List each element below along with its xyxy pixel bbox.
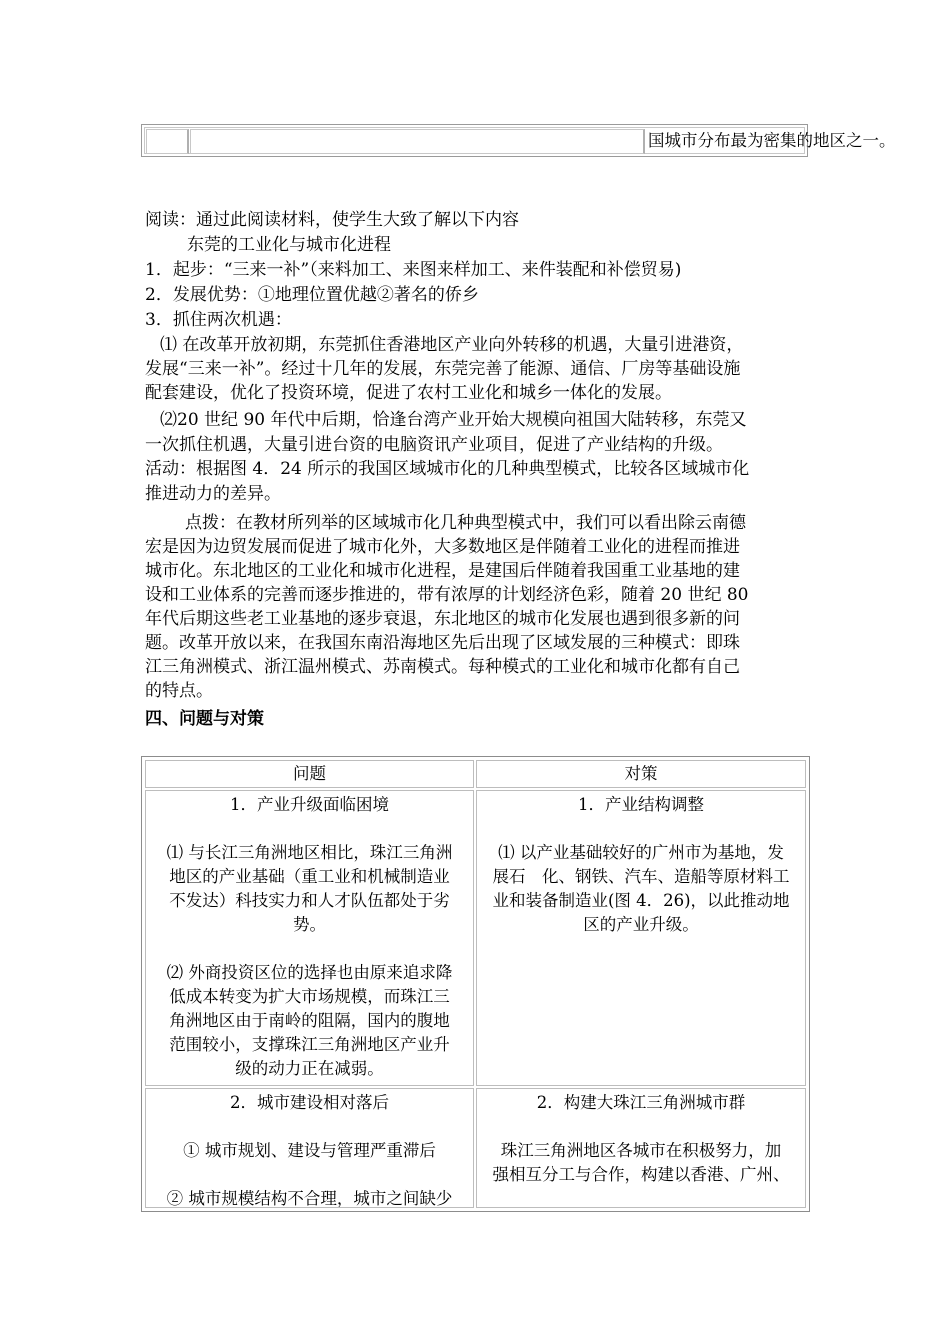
cell-text: 珠江三角洲地区各城市在积极努力，加 <box>500 1141 782 1160</box>
hint-paragraph: 城市化。东北地区的工业化和城市化进程，是建国后伴随着我国重工业基地的建 <box>145 561 740 581</box>
table-cell-measure-2 <box>476 1088 806 1208</box>
cell-title: 2．城市建设相对落后 <box>230 1093 389 1112</box>
hint-paragraph: 点拨：在教材所列举的区域城市化几种典型模式中，我们可以看出除云南德 <box>185 513 746 533</box>
cell-title: 2．构建大珠江三角洲城市群 <box>536 1093 746 1112</box>
cell-text: 低成本转变为扩大市场规模，而珠江三 <box>169 987 450 1006</box>
table-cell-measure-1 <box>476 790 806 1086</box>
reading-paragraph-1: ⑴ 在改革开放初期，东莞抓住香港地区产业向外转移的机遇，大量引进港资， <box>160 335 744 355</box>
reading-item-3: 3．抓住两次机遇： <box>145 310 292 330</box>
reading-item-2: 2．发展优势：①地理位置优越②著名的侨乡 <box>145 285 479 305</box>
cell-title: 1．产业升级面临困境 <box>230 795 389 814</box>
reading-paragraph-1: 配套建设，优化了投资环境，促进了农村工业化和城乡一体化的发展。 <box>145 383 672 403</box>
hint-paragraph: 江三角洲模式、浙江温州模式、苏南模式。每种模式的工业化和城市化都有自己 <box>145 657 740 677</box>
cell-text: 范围较小，支撑珠江三角洲地区产业升 <box>169 1035 450 1054</box>
reading-paragraph-2: ⑵20 世纪 90 年代中后期，恰逢台湾产业开始大规模向祖国大陆转移，东莞又 <box>160 410 747 430</box>
hint-paragraph: 宏是因为边贸发展而促进了城市化外，大多数地区是伴随着工业化的进程而推进 <box>145 537 740 557</box>
cell-text: 地区的产业基础（重工业和机械制造业 <box>169 867 450 886</box>
problems-measures-table <box>141 756 810 1212</box>
cell-text: ② 城市规模结构不合理，城市之间缺少 <box>166 1189 453 1208</box>
section-heading: 四、问题与对策 <box>145 709 264 729</box>
cell-text: ⑴ 以产业基础较好的广州市为基地，发 <box>498 843 784 862</box>
hint-paragraph: 设和工业体系的完善而逐步推进的，带有浓厚的计划经济色彩，随着 20 世纪 80 <box>145 585 749 605</box>
cell-text: ⑴ 与长江三角洲地区相比，珠江三角洲 <box>166 843 453 862</box>
activity-text: 活动：根据图 4．24 所示的我国区域城市化的几种典型模式，比较各区域城市化 <box>145 459 750 479</box>
hint-paragraph: 年代后期这些老工业基地的逐步衰退，东北地区的城市化发展也遇到很多新的问 <box>145 609 740 629</box>
reading-title: 东莞的工业化与城市化进程 <box>187 235 391 255</box>
table-cell-problem-2 <box>145 1088 474 1208</box>
cell-text: 强相互分工与合作，构建以香港、广州、 <box>492 1165 790 1184</box>
cell-text: 业和装备制造业(图 4．26)，以此推动地 <box>492 891 790 910</box>
table-header-problem: 问题 <box>145 760 474 788</box>
cell-title: 1．产业结构调整 <box>578 795 704 814</box>
cell-text: 角洲地区由于南岭的阻隔，国内的腹地 <box>169 1011 450 1030</box>
reading-item-1: 1．起步：“三来一补”（来料加工、来图来样加工、来件装配和补偿贸易) <box>145 260 682 280</box>
cell-text: 势。 <box>293 915 326 934</box>
hint-paragraph: 题。改革开放以来，在我国东南沿海地区先后出现了区域发展的三种模式：即珠 <box>145 633 740 653</box>
table-header-measure: 对策 <box>476 760 806 788</box>
cell-text: 级的动力正在减弱。 <box>235 1059 384 1078</box>
table-cell-empty <box>146 129 189 154</box>
reading-paragraph-2: 一次抓住机遇，大量引进台资的电脑资讯产业项目，促进了产业结构的升级。 <box>145 435 723 455</box>
cell-text: 不发达）科技实力和人才队伍都处于劣 <box>169 891 450 910</box>
cell-text: 展石 化、钢铁、汽车、造船等原材料工 <box>492 867 790 886</box>
reading-paragraph-1: 发展“三来一补”。经过十几年的发展，东莞完善了能源、通信、厂房等基础设施 <box>145 359 741 379</box>
activity-text: 推进动力的差异。 <box>145 484 281 504</box>
table-cell-text: 国城市分布最为密集的地区之一。 <box>648 131 896 150</box>
cell-text: ⑵ 外商投资区位的选择也由原来追求降 <box>166 963 453 982</box>
continued-table <box>141 124 896 157</box>
cell-text: 区的产业升级。 <box>583 915 699 934</box>
table-cell-empty <box>190 129 645 154</box>
hint-paragraph: 的特点。 <box>145 681 213 701</box>
table-cell-problem-1 <box>145 790 474 1086</box>
reading-intro: 阅读：通过此阅读材料，使学生大致了解以下内容 <box>145 210 519 230</box>
cell-text: ① 城市规划、建设与管理严重滞后 <box>183 1141 436 1160</box>
